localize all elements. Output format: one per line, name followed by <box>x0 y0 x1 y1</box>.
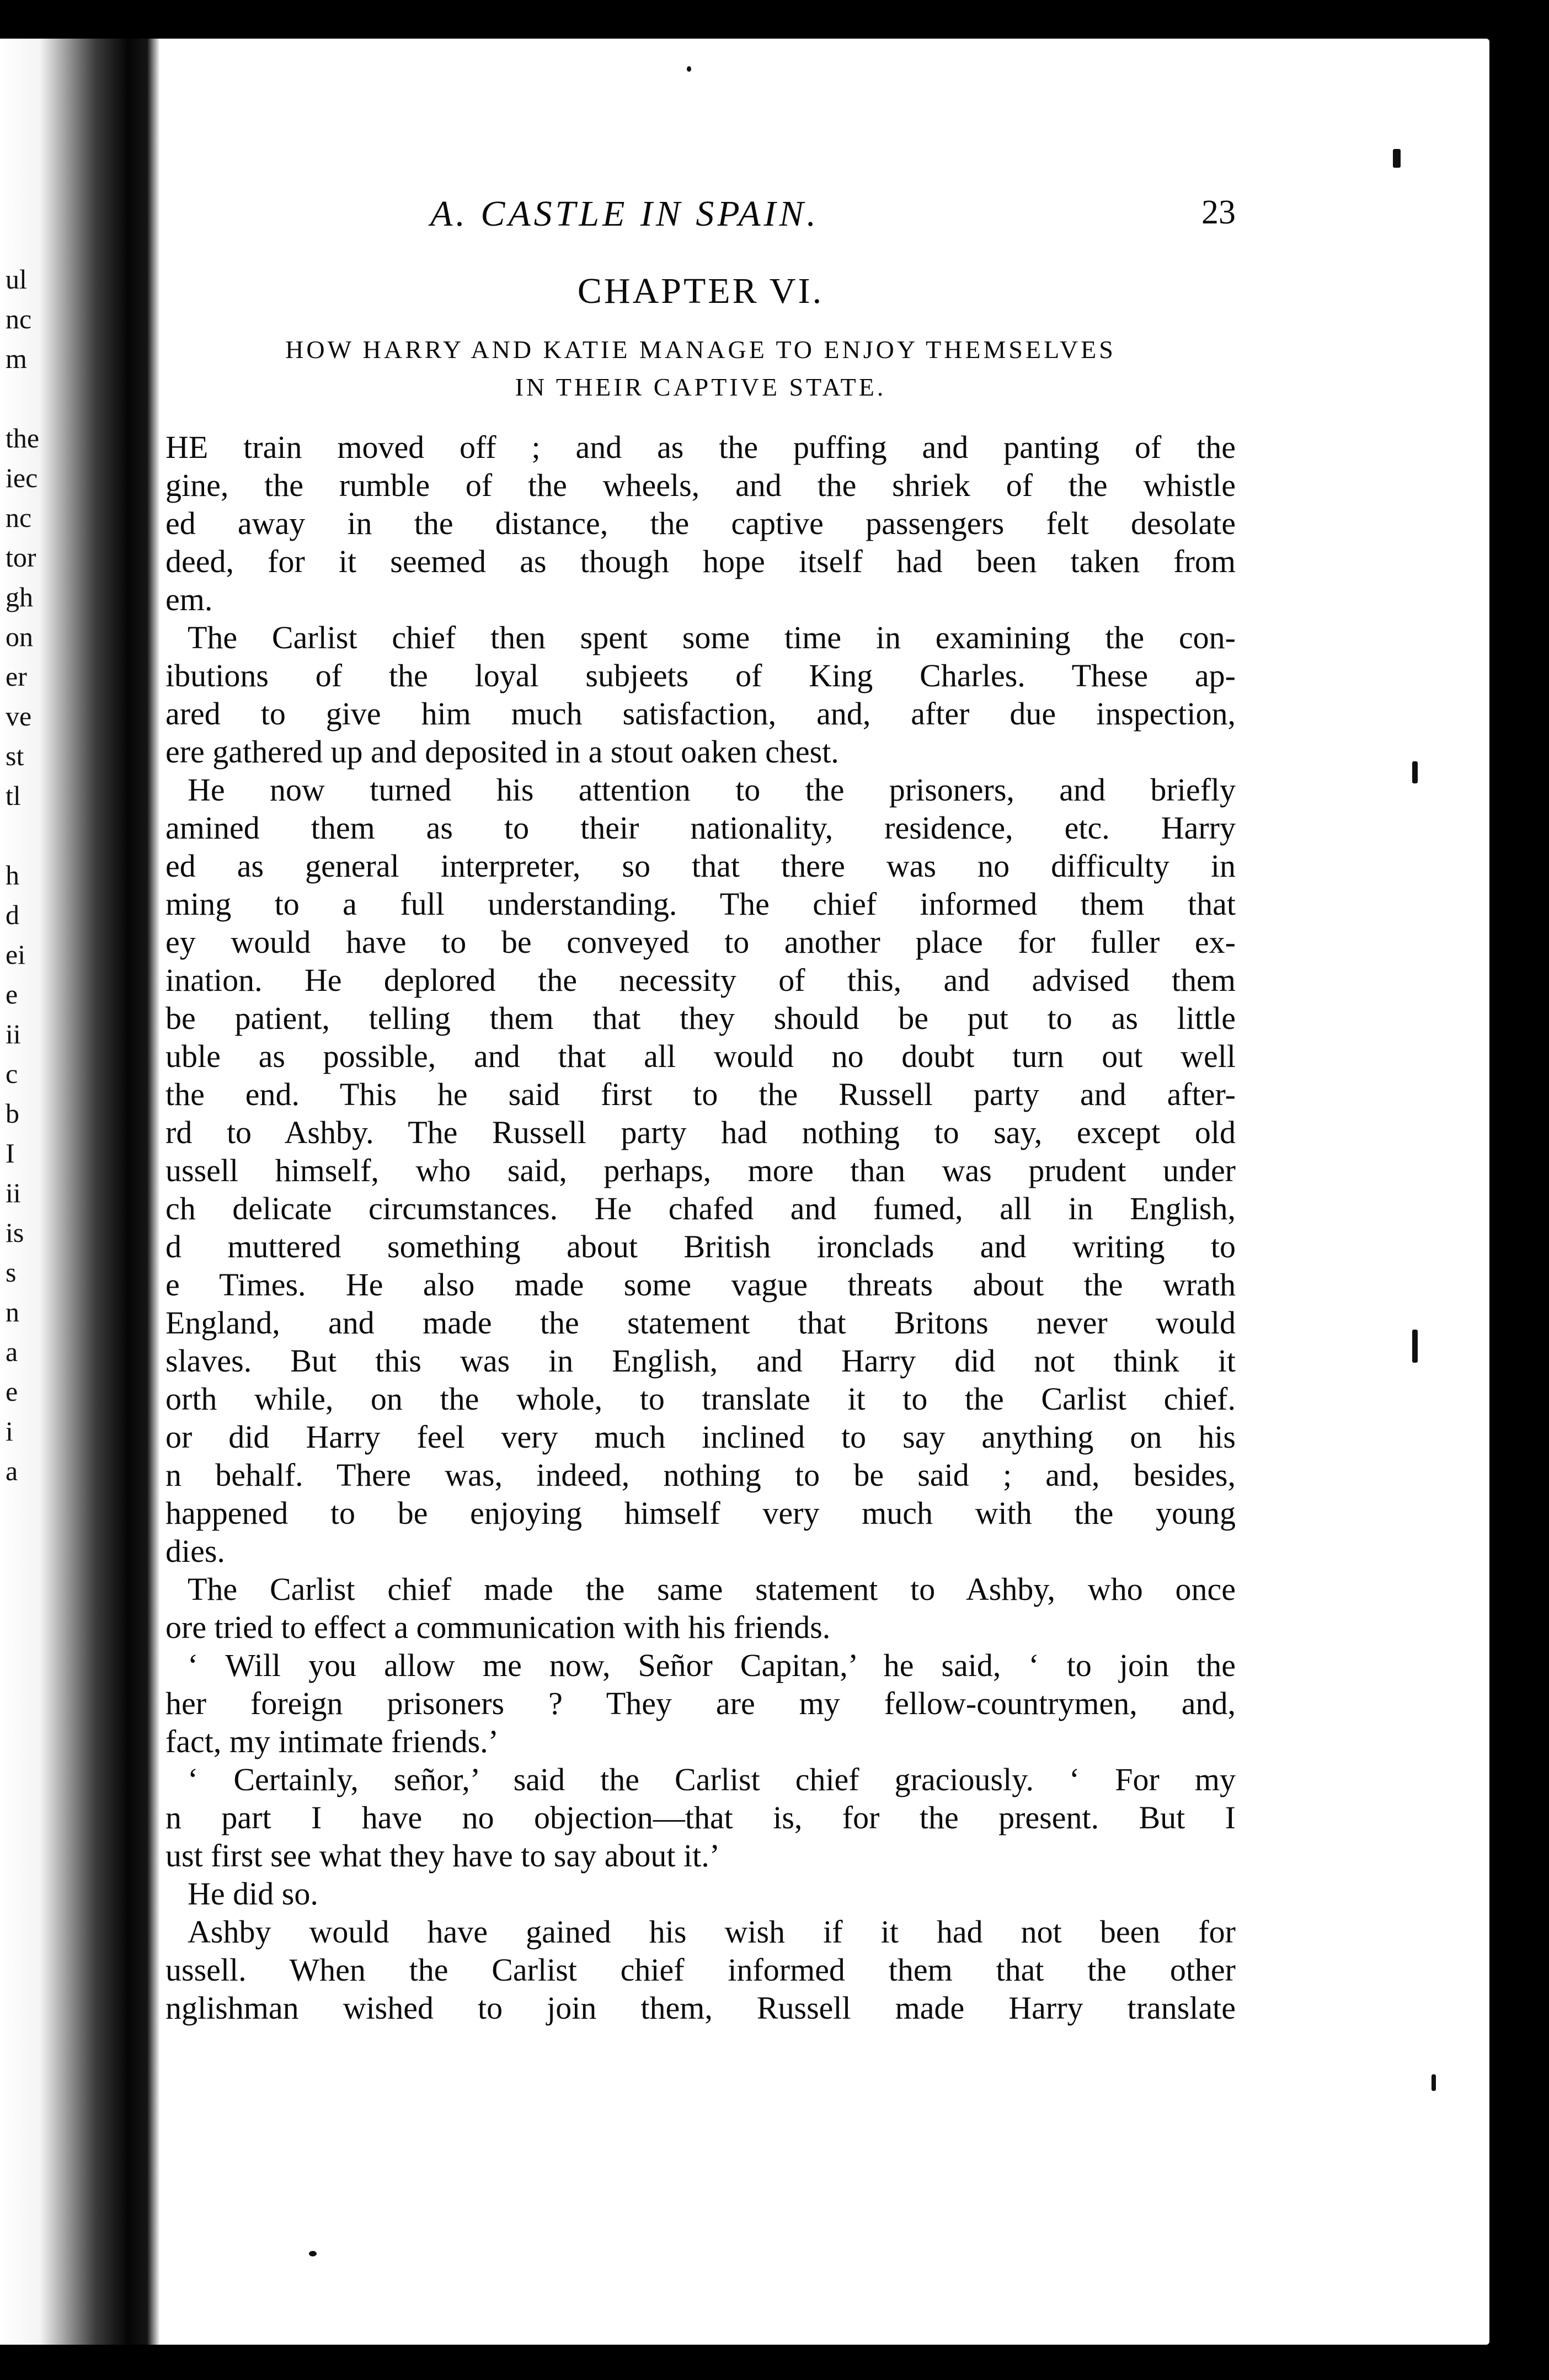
text-line: HE train moved off ; and as the puffing and panting of the <box>165 429 1236 465</box>
fragment-text: on <box>6 621 33 652</box>
running-title: A. CASTLE IN SPAIN. <box>430 194 820 234</box>
text-line: ibutions of the loyal subjeets of King Charles. These ap- <box>165 658 1236 693</box>
page-number: 23 <box>1201 194 1236 231</box>
text-line: ere gathered up and deposited in a stout oaken chest. <box>165 734 839 770</box>
fragment-text: d <box>6 899 19 930</box>
text-line: ussell. When the Carlist chief informed them that the other <box>165 1952 1236 1988</box>
text-line: happened to be enjoying himself very much with the young <box>165 1495 1236 1531</box>
text-line: ‘ Will you allow me now, Señor Capitan,’ he said, ‘ to join the <box>188 1647 1236 1683</box>
body-text <box>165 428 1236 2027</box>
text-line: n behalf. There was, indeed, nothing to be said ; and, besides, <box>165 1457 1236 1493</box>
chapter-number: CHAPTER VI. <box>577 271 824 311</box>
scan-speck <box>1412 1330 1418 1363</box>
chapter-title-line: IN THEIR CAPTIVE STATE. <box>515 373 886 401</box>
scan-speck <box>1412 761 1418 783</box>
scan-speck <box>309 2251 317 2256</box>
text-line: The Carlist chief then spent some time in examining the con- <box>188 620 1236 655</box>
fragment-text: er <box>6 661 27 692</box>
text-line: orth while, on the whole, to translate it to the Carlist chief. <box>165 1381 1236 1417</box>
text-line: d muttered something about British ironclads and writing to <box>165 1229 1236 1264</box>
fragment-text: st <box>6 740 24 771</box>
text-line: e Times. He also made some vague threats about the wrath <box>165 1267 1236 1303</box>
scan-speck <box>687 66 691 72</box>
fragment-text: I <box>6 1138 15 1168</box>
text-line: em. <box>165 581 213 617</box>
scan-speck <box>1432 2074 1436 2091</box>
fragment-text <box>6 815 66 855</box>
text-line: He now turned his attention to the prisoners, and briefly <box>188 772 1236 808</box>
text-line: He did so. <box>188 1876 318 1912</box>
text-line: Ashby would have gained his wish if it had not been for <box>188 1914 1236 1950</box>
fragment-text: h <box>6 860 19 890</box>
text-line: ch delicate circumstances. He chafed and fumed, all in English, <box>165 1191 1236 1226</box>
fragment-text: iec <box>6 462 38 493</box>
running-header <box>165 193 1236 248</box>
text-line: ussell himself, who said, perhaps, more than was prudent under <box>165 1152 1236 1188</box>
previous-page-fragments <box>6 259 66 1491</box>
text-line: or did Harry feel very much inclined to say anything on his <box>165 1419 1236 1455</box>
chapter-title-line: HOW HARRY AND KATIE MANAGE TO ENJOY THEMSELVES <box>285 335 1116 364</box>
text-line: ed away in the distance, the captive passengers felt desolate <box>165 505 1236 541</box>
page-content <box>165 193 1236 2027</box>
fragment-text: the <box>6 423 40 453</box>
text-line: slaves. But this was in English, and Harry did not think it <box>165 1343 1236 1379</box>
fragment-text: ii <box>6 1018 21 1049</box>
fragment-text: is <box>6 1217 24 1248</box>
text-line: her foreign prisoners ? They are my fellow-countrymen, and, <box>165 1685 1236 1721</box>
text-line: ming to a full understanding. The chief informed them that <box>165 886 1236 922</box>
fragment-text: ii <box>6 1177 21 1208</box>
text-line: dies. <box>165 1533 225 1569</box>
text-line: ination. He deplored the necessity of this, and advised them <box>165 962 1236 998</box>
text-line: England, and made the statement that Britons never would <box>165 1305 1236 1341</box>
fragment-text: nc <box>6 502 32 533</box>
text-line: The Carlist chief made the same statement to Ashby, who once <box>188 1571 1236 1607</box>
fragment-text: c <box>6 1058 18 1089</box>
text-line: rd to Ashby. The Russell party had nothing to say, except old <box>165 1114 1236 1150</box>
text-line: ore tried to effect a communication with his friends. <box>165 1609 831 1645</box>
text-line: ed as general interpreter, so that there was no difficulty in <box>165 848 1236 884</box>
fragment-text: tl <box>6 780 21 811</box>
text-line: deed, for it seemed as though hope itself had been taken from <box>165 543 1236 579</box>
fragment-text <box>6 378 66 418</box>
fragment-text: m <box>6 343 27 374</box>
fragment-text: ul <box>6 264 27 295</box>
text-line: n part I have no objection—that is, for the present. But I <box>165 1800 1236 1835</box>
fragment-text: a <box>6 1455 18 1486</box>
text-line: ust first see what they have to say about it.’ <box>165 1838 720 1874</box>
text-line: nglishman wished to join them, Russell made Harry translate <box>165 1990 1236 2026</box>
text-line: the end. This he said first to the Russell party and after- <box>165 1076 1236 1112</box>
fragment-text: s <box>6 1257 17 1288</box>
fragment-text: tor <box>6 542 36 573</box>
text-line: ‘ Certainly, señor,’ said the Carlist chief graciously. ‘ For my <box>188 1762 1236 1797</box>
fragment-text: nc <box>6 303 32 334</box>
fragment-text: a <box>6 1336 18 1367</box>
fragment-text: ei <box>6 939 26 970</box>
fragment-text: ve <box>6 701 32 732</box>
chapter-title <box>165 331 1236 406</box>
scan-speck <box>1393 149 1401 168</box>
text-line: fact, my intimate friends.’ <box>165 1723 499 1759</box>
fragment-text: i <box>6 1416 13 1447</box>
text-line: amined them as to their nationality, residence, etc. Harry <box>165 810 1236 846</box>
fragment-text: gh <box>6 581 33 612</box>
fragment-text: n <box>6 1296 19 1327</box>
text-line: ey would have to be conveyed to another place for fuller ex- <box>165 924 1236 960</box>
fragment-text: e <box>6 979 18 1010</box>
text-line: be patient, telling them that they should be put to as little <box>165 1000 1236 1036</box>
fragment-text: e <box>6 1376 18 1407</box>
text-line: ared to give him much satisfaction, and, after due inspection, <box>165 696 1236 732</box>
text-line: uble as possible, and that all would no doubt turn out well <box>165 1038 1236 1074</box>
fragment-text: b <box>6 1098 19 1129</box>
text-line: gine, the rumble of the wheels, and the shriek of the whistle <box>165 467 1236 503</box>
